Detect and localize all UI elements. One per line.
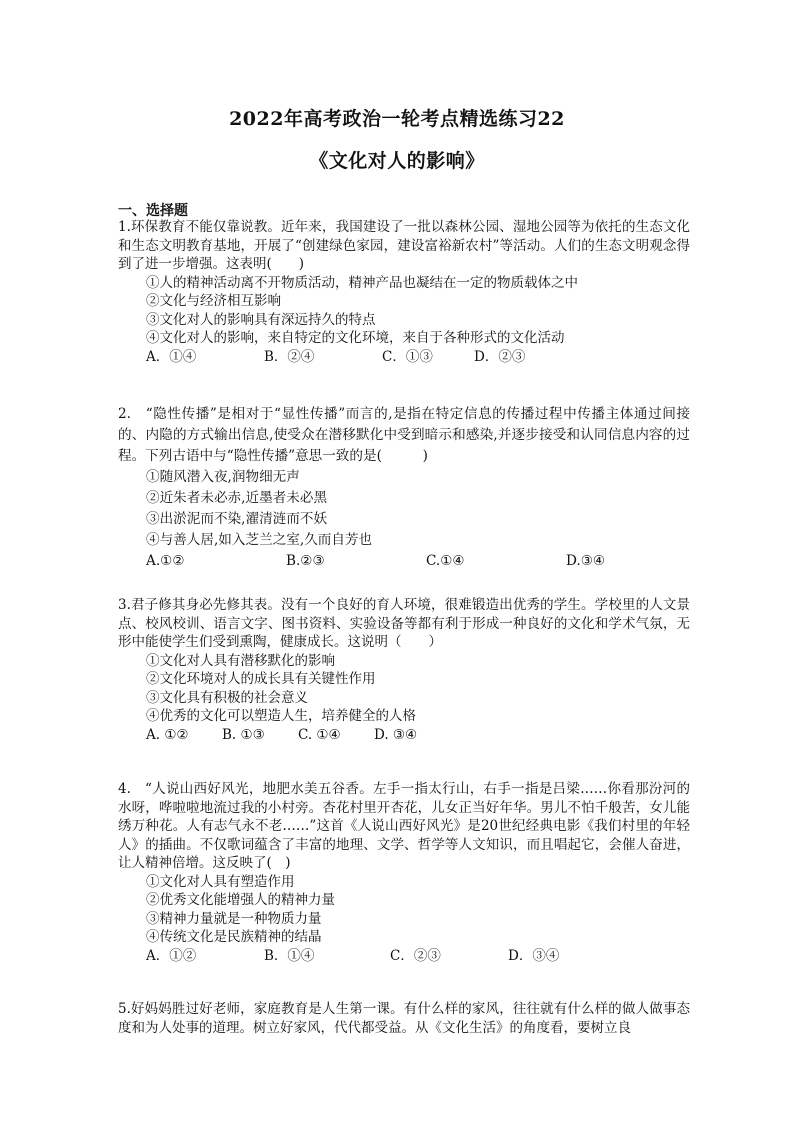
option-line: ①文化对人具有潜移默化的影响 xyxy=(146,652,335,669)
choice-c: C.①④ xyxy=(426,553,465,569)
page-subtitle: 《文化对人的影响》 xyxy=(309,150,485,172)
choice-a: A. ①② xyxy=(146,726,189,743)
choice-b: B. ①③ xyxy=(222,726,265,743)
question-2 xyxy=(118,404,690,572)
choice-b: B.②③ xyxy=(286,553,325,569)
choice-d: D．②③ xyxy=(474,348,526,365)
answer-choices xyxy=(118,348,690,367)
option-line: ③文化具有积极的社会意义 xyxy=(146,689,308,706)
question-1 xyxy=(118,218,690,366)
choice-a: A.①② xyxy=(146,553,185,569)
choice-c: C．①③ xyxy=(382,348,433,365)
option-line: ①文化对人具有塑造作用 xyxy=(146,873,295,890)
question-4 xyxy=(118,780,690,965)
option-line: ②近朱者未必赤,近墨者未必黑 xyxy=(146,490,328,506)
question-stem: 4. “人说山西好风光，地肥水美五谷香。左手一指太行山，右手一指是吕梁……你看那汾河的水呀，哗啦啦地流过我的小村旁。杏花村里开杏花，儿女正当好年华。男儿不怕千般苦，女儿能绣万种花。人有志气永不老……”这首《人说山西好风光》是20世纪经典电影《我们村里的年轻人》的插曲。不仅歌词蕴含了丰富的地理、文学、哲学等人文知识，而且唱起它，会催人奋进，让人精神倍增。这反映了( ) xyxy=(118,781,690,871)
answer-choices xyxy=(118,726,690,745)
option-line: ③出淤泥而不染,濯清涟而不妖 xyxy=(146,511,328,527)
choice-a: A．①② xyxy=(146,947,197,964)
option-line: ③精神力量就是一种物质力量 xyxy=(146,910,322,927)
question-5 xyxy=(118,1000,690,1037)
section-heading: 一、选择题 xyxy=(118,203,188,219)
question-stem: 1.环保教育不能仅靠说教。近年来，我国建设了一批以森林公园、湿地公园等为依托的生态文化和生态文明教育基地，开展了“创建绿色家园，建设富裕新农村”等活动。人们的生态文明观念得到了进一步增强。这表明( ) xyxy=(118,219,690,272)
option-line: ①人的精神活动离不开物质活动，精神产品也凝结在一定的物质载体之中 xyxy=(146,274,578,291)
page-title: 2022年高考政治一轮考点精选练习22 xyxy=(229,108,565,130)
option-line: ②文化与经济相互影响 xyxy=(146,293,281,309)
option-line: ④优秀的文化可以塑造人生，培养健全的人格 xyxy=(146,708,416,724)
option-line: ④文化对人的影响，来自特定的文化环境，来自于各种形式的文化活动 xyxy=(146,330,565,346)
question-3 xyxy=(118,596,690,744)
question-stem: 2. “隐性传播”是相对于“显性传播”而言的,是指在特定信息的传播过程中传播主体通过间接的、内隐的方式输出信息,使受众在潜移默化中受到暗示和感染,并逐步接受和认同信息内容的过程。下列古语中与“隐性传播”意思一致的是( ) xyxy=(118,406,690,464)
choice-d: D. ③④ xyxy=(374,726,418,743)
answer-choices xyxy=(118,947,690,966)
question-stem: 3.君子修其身必先修其表。没有一个良好的育人环境，很难锻造出优秀的学生。学校里的人文景点、校风校训、语言文字、图书资料、实验设备等都有利于形成一种良好的文化和学术气氛，无形中能使学生们受到熏陶，健康成长。这说明（ ） xyxy=(118,597,690,650)
choice-a: A．①④ xyxy=(146,348,197,365)
question-stem: 5.好妈妈胜过好老师，家庭教育是人生第一课。有什么样的家风，往往就有什么样的做人做事态度和为人处事的道理。树立好家风，代代都受益。从《文化生活》的角度看，要树立良 xyxy=(118,1001,690,1036)
choice-b: B．②④ xyxy=(264,348,315,365)
answer-choices xyxy=(118,551,690,572)
option-line: ③文化对人的影响具有深远持久的特点 xyxy=(146,311,376,328)
option-line: ④与善人居,如入芝兰之室,久而自芳也 xyxy=(146,532,373,548)
choice-d: D．③④ xyxy=(508,947,560,964)
option-line: ①随风潜入夜,润物细无声 xyxy=(146,469,300,485)
option-line: ④传统文化是民族精神的结晶 xyxy=(146,929,322,945)
option-line: ②优秀文化能增强人的精神力量 xyxy=(146,892,335,908)
choice-d: D.③④ xyxy=(566,553,606,569)
choice-c: C．②③ xyxy=(390,947,441,964)
choice-b: B．①④ xyxy=(264,947,315,964)
option-line: ②文化环境对人的成长具有关键性作用 xyxy=(146,671,376,687)
choice-c: C. ①④ xyxy=(298,726,341,743)
